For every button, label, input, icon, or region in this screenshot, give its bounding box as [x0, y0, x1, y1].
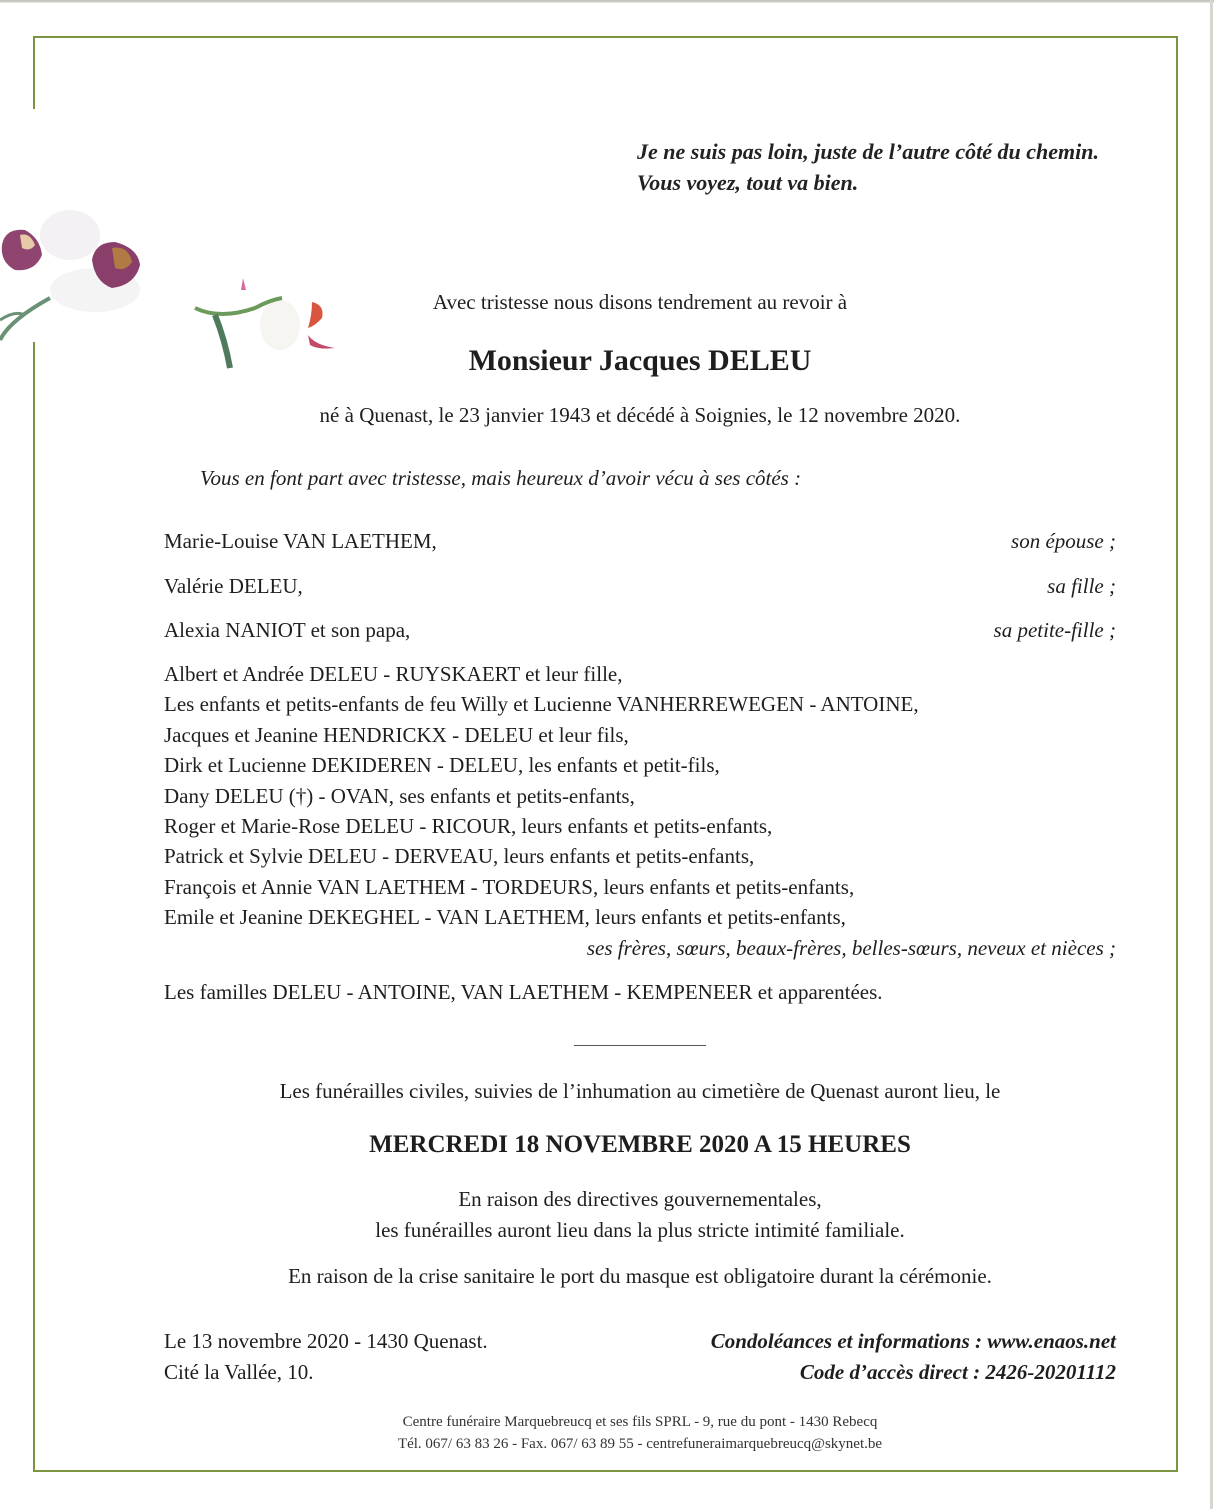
close-family-row [164, 526, 1116, 556]
family-relation: sa fille ; [1047, 574, 1116, 598]
access-code: Code d’accès direct : 2426-20201112 [799, 1360, 1116, 1384]
footer-street: Cité la Vallée, 10. [164, 1360, 314, 1384]
footer-date-place: Le 13 novembre 2020 - 1430 Quenast. [164, 1329, 488, 1353]
epigraph-quote [637, 136, 1099, 198]
scan-edge-top [0, 0, 1214, 3]
undertaker-line-1: Centre funéraire Marquebreucq et ses fils SPRL - 9, rue du pont - 1430 Rebecq [402, 1414, 878, 1430]
orchid-petal-faint [40, 210, 100, 260]
close-family-row [164, 571, 1116, 601]
extended-family-line: Patrick et Sylvie DELEU - DERVEAU, leurs enfants et petits-enfants, [164, 844, 755, 869]
funeral-text: Les funérailles civiles, suivies de l’inhumation au cimetière de Quenast auront lieu, le [279, 1079, 1001, 1103]
covid-notice [0, 1184, 1214, 1246]
mask-notice: En raison de la crise sanitaire le port du masque est obligatoire durant la cérémonie. [288, 1264, 992, 1288]
family-member-name: Alexia NANIOT et son papa, [164, 618, 411, 642]
family-relation: son épouse ; [1011, 529, 1116, 553]
frame-border-top [33, 36, 1178, 38]
frame-border-bottom [33, 1470, 1178, 1472]
undertaker-info [0, 1411, 1214, 1455]
birth-death-dates: né à Quenast, le 23 janvier 1943 et décédé à Soignies, le 12 novembre 2020. [319, 403, 961, 427]
extended-family-line: Jacques et Jeanine HENDRICKX - DELEU et leur fils, [164, 722, 629, 747]
extended-family-line: François et Annie VAN LAETHEM - TORDEURS, leurs enfants et petits-enfants, [164, 874, 855, 899]
footer-condolences [600, 1326, 1116, 1388]
extended-family-list [164, 659, 1116, 963]
extended-family-line: Albert et Andrée DELEU - RUYSKAERT et leur fille, [164, 662, 623, 686]
extended-family-line: Dirk et Lucienne DEKIDEREN - DELEU, les enfants et petit-fils, [164, 753, 720, 778]
orchid-petal [241, 278, 246, 290]
quote-line-2: Vous voyez, tout va bien. [637, 170, 859, 195]
family-member-name: Valérie DELEU, [164, 574, 303, 598]
extended-family-relation: ses frères, sœurs, beaux-frères, belles-sœurs, neveux et nièces ; [586, 935, 1116, 960]
section-divider [574, 1045, 706, 1046]
quote-line-1: Je ne suis pas loin, juste de l’autre côté du chemin. [637, 139, 1100, 164]
funeral-date: MERCREDI 18 NOVEMBRE 2020 A 15 HEURES [369, 1131, 911, 1158]
family-relation: sa petite-fille ; [993, 618, 1116, 642]
announcement-text: Vous en font part avec tristesse, mais heureux d’avoir vécu à ses côtés : [200, 466, 802, 490]
extended-family-line: Roger et Marie-Rose DELEU - RICOUR, leurs enfants et petits-enfants, [164, 814, 773, 839]
extended-family-line: Emile et Jeanine DEKEGHEL - VAN LAETHEM, leurs enfants et petits-enfants, [164, 905, 846, 930]
condolences-link[interactable]: Condoléances et informations : www.enaos.net [710, 1329, 1116, 1353]
covid-notice-line-1: En raison des directives gouvernementales, [458, 1187, 822, 1211]
deceased-name: Monsieur Jacques DELEU [468, 344, 812, 377]
covid-notice-line-2: les funérailles auront lieu dans la plus stricte intimité familiale. [375, 1218, 905, 1242]
extended-family-line: Les enfants et petits-enfants de feu Willy et Lucienne VANHERREWEGEN - ANTOINE, [164, 692, 919, 717]
intro-text: Avec tristesse nous disons tendrement au revoir à [432, 290, 848, 314]
frame-border-left-lower [33, 342, 35, 1472]
frame-border-right [1176, 36, 1178, 1472]
extended-family-line: Dany DELEU (†) - OVAN, ses enfants et petits-enfants, [164, 783, 635, 808]
undertaker-line-2: Tél. 067/ 63 83 26 - Fax. 067/ 63 89 55 - centrefuneraimarquebreucq@skynet.be [397, 1436, 883, 1452]
families-line: Les familles DELEU - ANTOINE, VAN LAETHEM - KEMPENEER et apparentées. [164, 980, 883, 1004]
footer-address [164, 1326, 488, 1388]
frame-border-left-upper [33, 36, 35, 109]
close-family-row [164, 615, 1116, 645]
family-member-name: Marie-Louise VAN LAETHEM, [164, 529, 437, 553]
